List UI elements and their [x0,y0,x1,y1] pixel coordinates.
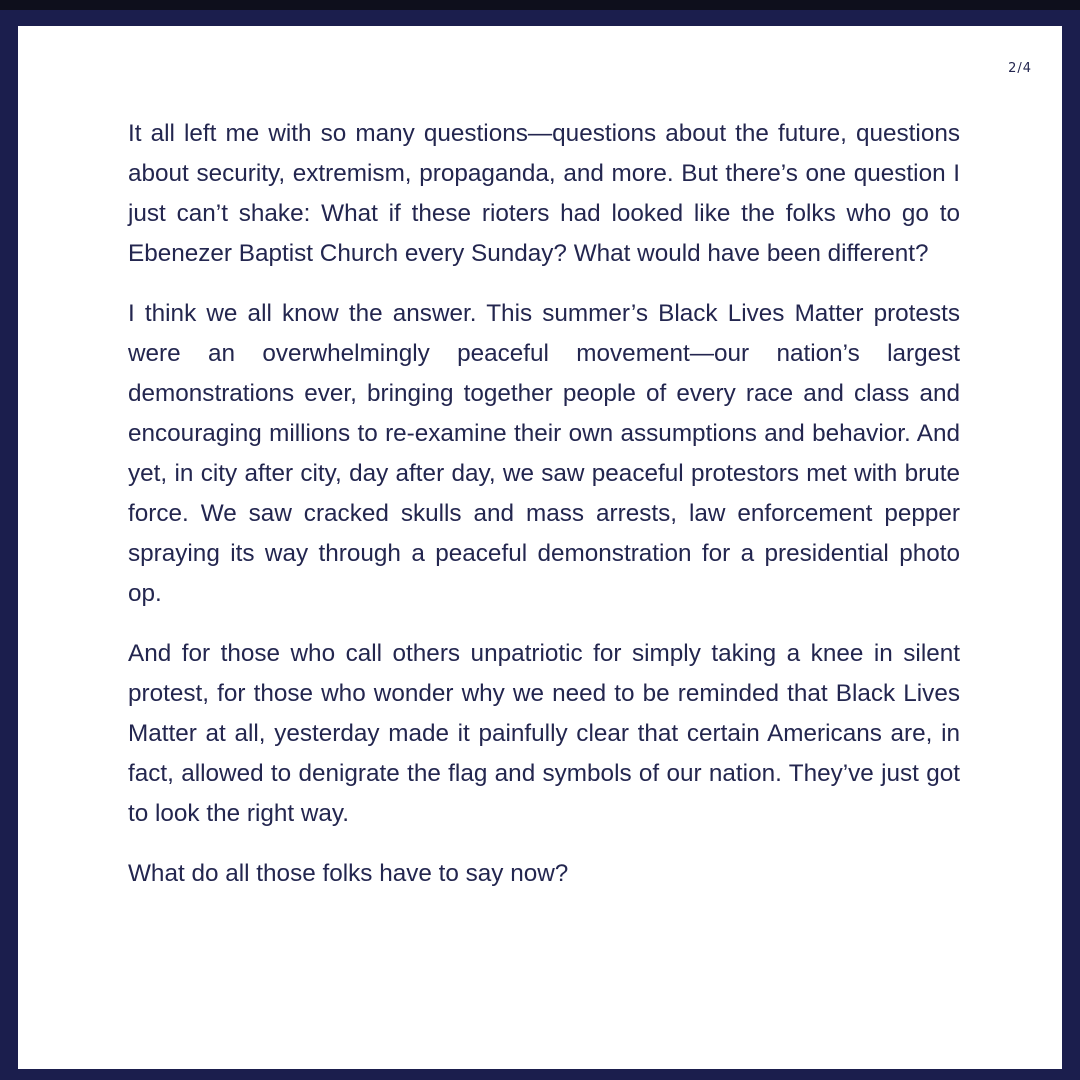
paragraph-2: I think we all know the answer. This summer’s Black Lives Matter protests were an overwhelmingly peaceful movement—our nation’s largest demonstrations ever, bringing together people of every race and class and encouraging millions to re-examine their own assumptions and behavior. And yet, in city after city, day after day, we saw peaceful protestors met with brute force. We saw cracked skulls and mass arrests, law enforcement pepper spraying its way through a peaceful demonstration for a presidential photo op. [128,300,960,607]
statement-body [128,114,960,914]
paragraph-1: It all left me with so many questions—questions about the future, questions about security, extremism, propaganda, and more. But there’s one question I just can’t shake: What if these rioters had looked like the folks who go to Ebenezer Baptist Church every Sunday? What would have been different? [128,120,960,267]
page-indicator: 2/4 [1008,61,1032,76]
text-card [18,26,1062,1069]
top-band [0,0,1080,10]
paragraph-3: And for those who call others unpatriotic for simply taking a knee in silent protest, for those who wonder why we need to be reminded that Black Lives Matter at all, yesterday made it painfully clear that certain Americans are, in fact, allowed to denigrate the flag and symbols of our nation. They’ve just got to look the right way. [128,640,960,827]
paragraph-4: What do all those folks have to say now? [128,860,569,887]
